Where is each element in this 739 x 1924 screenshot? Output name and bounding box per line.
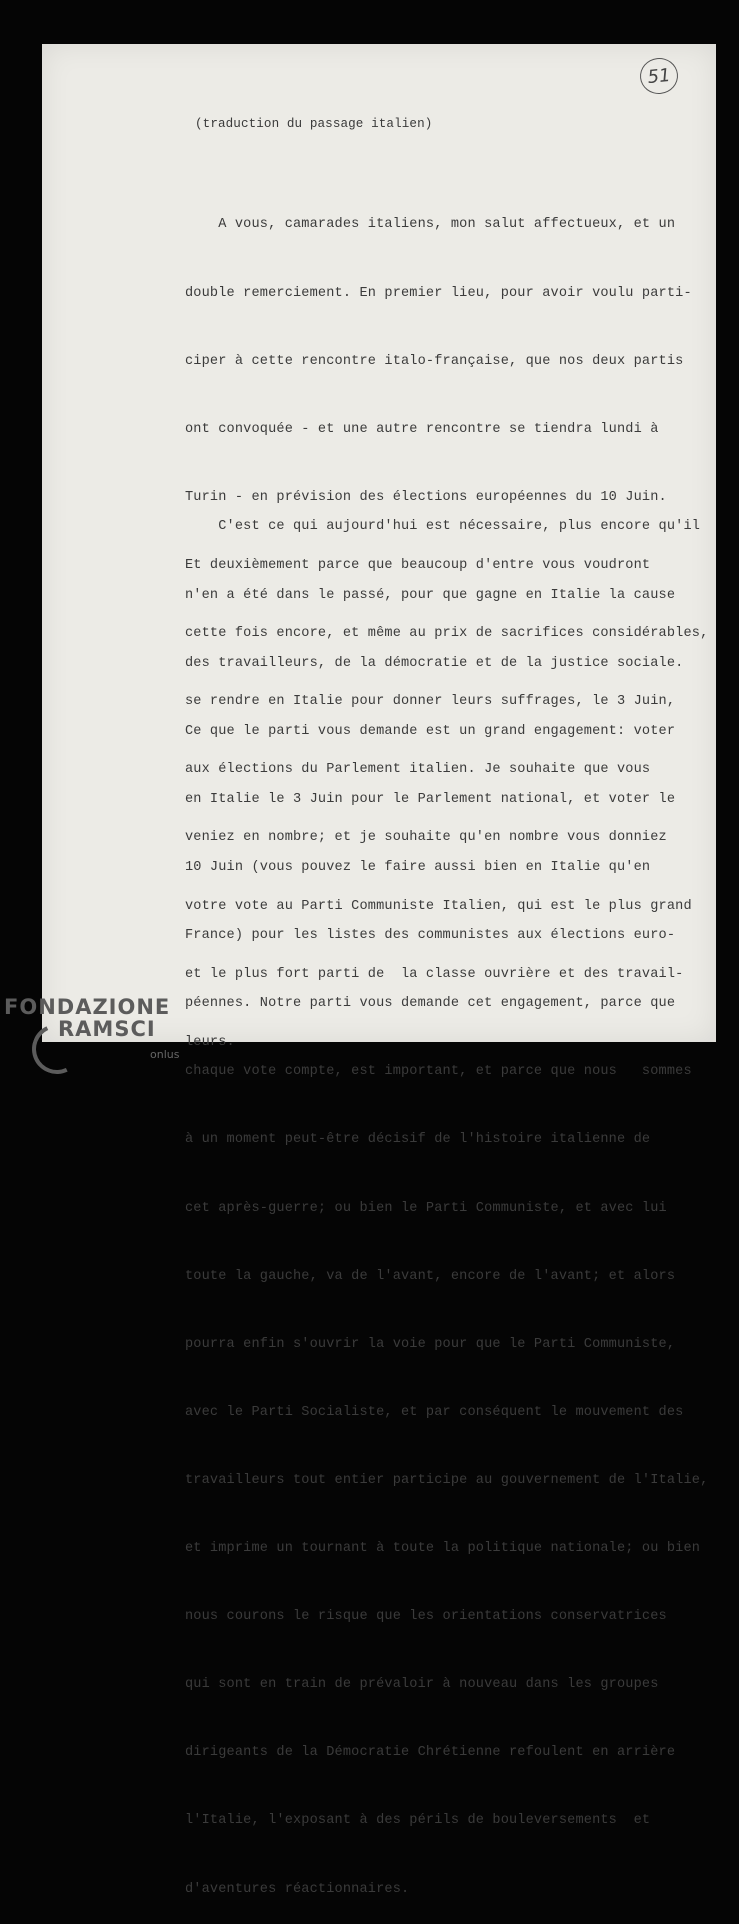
text-line: dirigeants de la Démocratie Chrétienne refoulent en arrière (185, 1745, 676, 1761)
text-line: ont convoquée - et une autre rencontre se tiendra lundi à (185, 421, 659, 437)
text-line: en Italie le 3 Juin pour le Parlement national, et voter le (185, 791, 676, 807)
text-line: des travailleurs, de la démocratie et de la justice sociale. (185, 655, 684, 671)
text-line: double remerciement. En premier lieu, pour avoir voulu parti- (185, 285, 692, 301)
text-line: ciper à cette rencontre italo-française, que nos deux partis (185, 353, 684, 369)
text-line: 10 Juin (vous pouvez le faire aussi bien en Italie qu'en (185, 859, 651, 875)
text-line: avec le Parti Socialiste, et par conséquent le mouvement des (185, 1404, 684, 1420)
fondazione-gramsci-watermark (4, 995, 180, 1061)
text-line: nous courons le risque que les orientations conservatrices (185, 1609, 667, 1625)
watermark-subtitle: onlus (150, 1048, 180, 1061)
text-line: votre vote au Parti Communiste Italien, qui est le plus grand (185, 898, 692, 914)
text-line: l'Italie, l'exposant à des périls de bouleversements et (185, 1813, 651, 1829)
text-line: veniez en nombre; et je souhaite qu'en nombre vous donniez (185, 830, 667, 846)
watermark-line-1: FONDAZIONE (4, 995, 171, 1019)
text-line: travailleurs tout entier participe au gouvernement de l'Italie, (185, 1472, 709, 1488)
text-line: pourra enfin s'ouvrir la voie pour que le Parti Communiste, (185, 1336, 676, 1352)
text-line: se rendre en Italie pour donner leurs suffrages, le 3 Juin, (185, 694, 676, 710)
text-line: d'aventures réactionnaires. (185, 1881, 410, 1897)
page-number: 51 (646, 64, 672, 88)
text-line: A vous, camarades italiens, mon salut affectueux, et un (185, 217, 676, 233)
text-line: à un moment peut-être décisif de l'histoire italienne de (185, 1132, 651, 1148)
text-line: C'est ce qui aujourd'hui est nécessaire, plus encore qu'il (185, 519, 701, 535)
text-line: France) pour les listes des communistes aux élections euro- (185, 928, 676, 944)
text-line: chaque vote compte, est important, et parce que nous sommes (185, 1064, 692, 1080)
text-line: Turin - en prévision des élections européennes du 10 Juin. (185, 489, 667, 505)
text-line: n'en a été dans le passé, pour que gagne en Italie la cause (185, 587, 676, 603)
text-line: Et deuxièmement parce que beaucoup d'entre vous voudront (185, 557, 651, 573)
text-line: cet après-guerre; ou bien le Parti Communiste, et avec lui (185, 1200, 667, 1216)
text-line: cette fois encore, et même au prix de sacrifices considérables, (185, 626, 709, 642)
text-line: péennes. Notre parti vous demande cet engagement, parce que (185, 996, 676, 1012)
text-line: qui sont en train de prévaloir à nouveau dans les groupes (185, 1677, 659, 1693)
document-heading: (traduction du passage italien) (195, 117, 433, 131)
text-line: et le plus fort parti de la classe ouvrière et des travail- (185, 966, 684, 982)
text-line: Ce que le parti vous demande est un grand engagement: voter (185, 723, 676, 739)
watermark-line-2: RAMSCI (58, 1017, 156, 1041)
paragraph-2 (185, 471, 709, 1924)
text-line: et imprime un tournant à toute la politique nationale; ou bien (185, 1541, 701, 1557)
text-line: leurs. (185, 1034, 235, 1050)
text-line: toute la gauche, va de l'avant, encore de l'avant; et alors (185, 1268, 676, 1284)
text-line: aux élections du Parlement italien. Je souhaite que vous (185, 762, 651, 778)
